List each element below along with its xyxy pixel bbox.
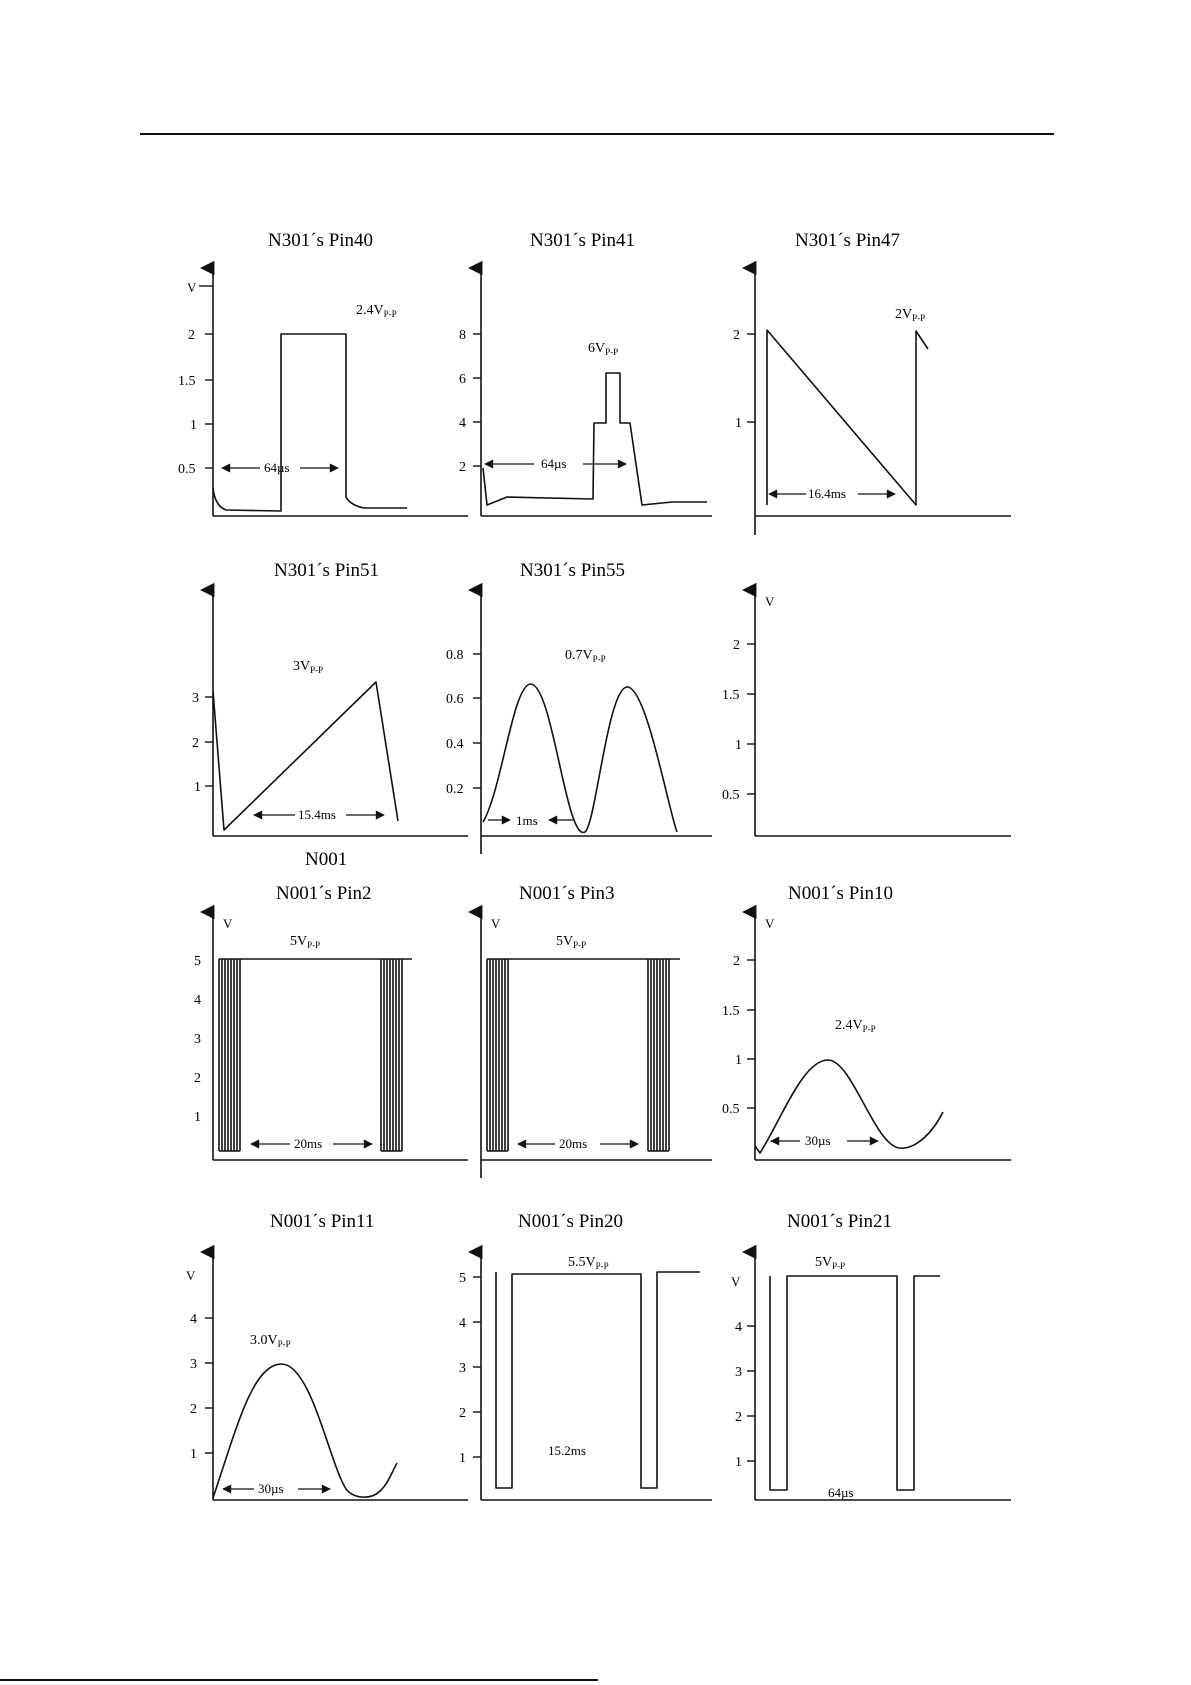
y-tick-label: 6 [459,372,466,387]
duration-label: 64µs [828,1485,854,1500]
y-tick-label: 1 [190,1447,197,1462]
y-unit-label: V [186,1268,196,1283]
duration-label: 20ms [559,1136,588,1151]
amplitude-label: $5.5V_{P-P}$ [568,1255,609,1271]
panel-n001-pin21 [731,1211,1011,1500]
waveform [767,330,928,505]
panel-n301-pin41 [459,230,712,516]
amplitude-label: $5V_{P-P}$ [556,934,587,950]
y-unit-label: V [765,916,775,931]
panel-n301-pin55 [446,560,712,854]
amplitude-label: $3.0V_{P-P}$ [250,1333,291,1349]
y-unit-label: V [491,916,501,931]
panel-title: N001´s Pin2 [276,883,372,904]
waveform [213,1364,397,1498]
y-tick-label: 4 [459,1316,466,1331]
duration-label: 64µs [541,456,567,471]
y-tick-label: 2 [190,1402,197,1417]
y-tick-label: 4 [194,993,201,1008]
panel-n001-pin20 [459,1211,712,1500]
y-tick-label: 4 [735,1320,742,1335]
panel-n001-pin10 [722,883,1011,1160]
duration-label: 15.2ms [548,1443,586,1458]
panel-title: N001´s Pin3 [519,883,615,904]
duration-label: 16.4ms [808,486,846,501]
panel-title: N301´s Pin41 [530,230,636,251]
y-unit-label: V [187,280,197,295]
y-tick-label: 3 [192,691,199,706]
y-tick-label: 2 [733,328,740,343]
y-tick-label: 1.5 [722,688,740,703]
panel-title: N301´s Pin55 [520,560,626,581]
waveform [213,334,407,511]
pulse-burst [381,959,402,1151]
panel-blank-axes [722,590,1011,836]
y-tick-label: 8 [459,328,466,343]
pulse-burst [487,959,508,1151]
y-tick-label: 4 [459,416,466,431]
y-tick-label: 2 [733,638,740,653]
panel-title: N001´s Pin21 [787,1211,893,1232]
y-tick-label: 2 [194,1071,201,1086]
y-tick-label: 1 [190,418,197,433]
y-tick-label: 0.4 [446,737,464,752]
y-tick-label: 0.8 [446,648,464,663]
panel-title: N001´s Pin10 [788,883,894,904]
waveform [770,1276,940,1490]
panel-title: N301´s Pin51 [274,560,380,581]
waveform [755,1060,943,1153]
y-unit-label: V [223,916,233,931]
amplitude-label: $2.4V_{P-P}$ [356,303,397,319]
y-tick-label: 3 [459,1361,466,1376]
duration-label: 20ms [294,1136,323,1151]
amplitude-label: $2V_{P-P}$ [895,307,926,323]
panel-title: N001´s Pin20 [518,1211,624,1232]
amplitude-label: $5V_{P-P}$ [290,934,321,950]
panel-n301-pin47 [733,230,1011,535]
amplitude-label: $3V_{P-P}$ [293,659,324,675]
panel-n001-pin2 [194,883,468,1160]
duration-label: 64µs [264,460,290,475]
y-tick-label: 5 [194,954,201,969]
amplitude-label: $2.4V_{P-P}$ [835,1018,876,1034]
y-tick-label: 0.6 [446,692,464,707]
y-tick-label: 3 [735,1365,742,1380]
panel-title: N301´s Pin40 [268,230,374,251]
waveform [483,684,677,832]
panel-title: N001´s Pin11 [270,1211,375,1232]
y-tick-label: 1 [194,1110,201,1125]
y-tick-label: 1.5 [722,1004,740,1019]
y-tick-label: 2 [188,328,195,343]
y-tick-label: 1 [735,1455,742,1470]
y-tick-label: 0.5 [722,1102,740,1117]
y-tick-label: 1 [735,416,742,431]
y-tick-label: 0.5 [178,462,196,477]
y-unit-label: V [765,594,775,609]
y-tick-label: 3 [194,1032,201,1047]
panel-title: N301´s Pin47 [795,230,901,251]
y-tick-label: 5 [459,1271,466,1286]
y-tick-label: 2 [459,460,466,475]
panel-n301-pin51 [192,560,468,836]
y-tick-label: 1 [194,780,201,795]
pulse-burst [219,959,240,1151]
amplitude-label: $6V_{P-P}$ [588,341,619,357]
waveform [483,373,707,505]
y-tick-label: 0.5 [722,788,740,803]
y-tick-label: 2 [459,1406,466,1421]
y-tick-label: 1.5 [178,374,196,389]
y-tick-label: 1 [735,1053,742,1068]
duration-label: 30µs [805,1133,831,1148]
duration-label: 15.4ms [298,807,336,822]
y-tick-label: 1 [459,1451,466,1466]
pulse-burst [648,959,669,1151]
y-tick-label: 3 [190,1357,197,1372]
y-tick-label: 2 [735,1410,742,1425]
group-label-n001: N001 [305,849,348,870]
duration-label: 1ms [516,813,538,828]
panel-n301-pin40 [178,230,468,516]
panel-n001-pin3 [481,883,712,1178]
y-tick-label: 2 [733,954,740,969]
waveform [496,1272,700,1488]
panel-n001-pin11 [186,1211,468,1500]
y-tick-label: 2 [192,736,199,751]
y-tick-label: 1 [735,738,742,753]
amplitude-label: $5V_{P-P}$ [815,1255,846,1271]
amplitude-label: $0.7V_{P-P}$ [565,648,606,664]
y-unit-label: V [731,1274,741,1289]
duration-label: 30µs [258,1481,284,1496]
y-tick-label: 4 [190,1312,197,1327]
y-tick-label: 0.2 [446,782,464,797]
